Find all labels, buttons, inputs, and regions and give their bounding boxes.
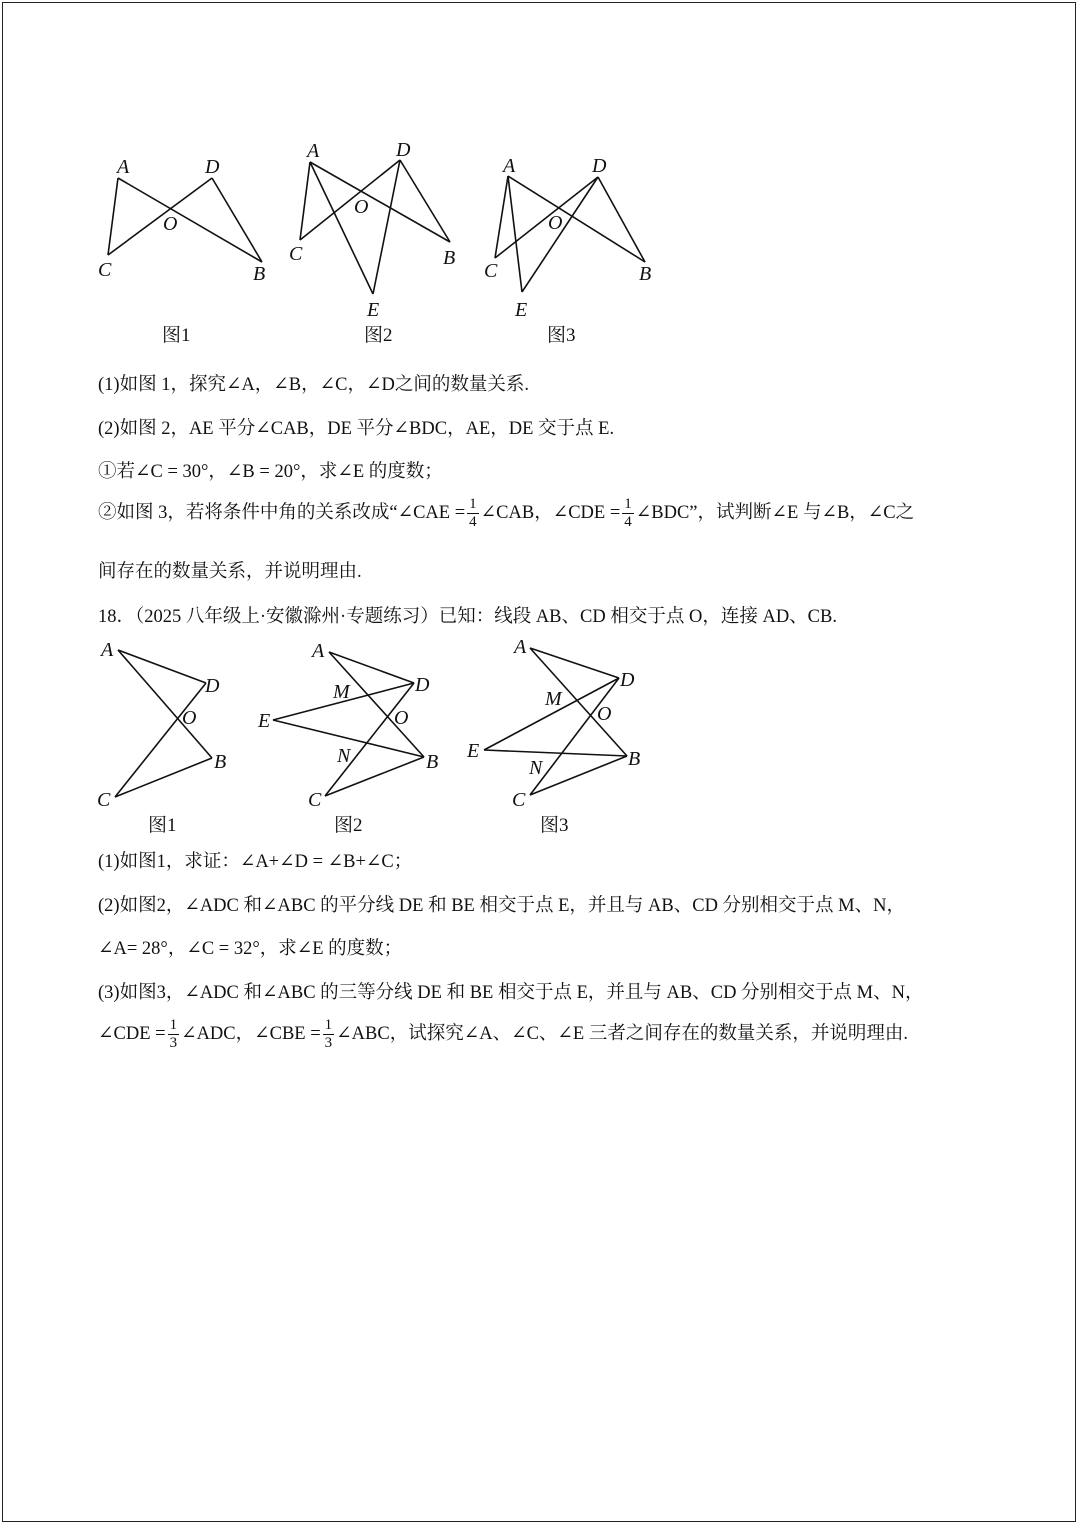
fraction-numerator: 1 [324, 1017, 333, 1033]
fraction-denominator: 4 [624, 514, 632, 530]
fraction-numerator: 1 [169, 1017, 178, 1033]
label-M: M [545, 688, 562, 710]
label-E: E [367, 299, 380, 321]
q17-part-2-sub-1: ①若∠C = 30°，∠B = 20°，求∠E 的度数； [98, 462, 443, 482]
q17-part-2-sub-2-cont: 间存在的数量关系，并说明理由. [98, 562, 362, 582]
fraction-denominator: 3 [169, 1035, 178, 1051]
label-A: A [101, 639, 114, 661]
q17-sub2-text-b: ∠CAB，∠CDE = [480, 502, 621, 523]
label-O: O [548, 212, 563, 234]
q18-figure-3 [0, 0, 700, 824]
fraction-denominator: 4 [469, 514, 477, 530]
q18-part-3: (3)如图3，∠ADC 和∠ABC 的三等分线 DE 和 BE 相交于点 E，并且与 AB、CD 分别相交于点 M、N， [98, 983, 924, 1003]
label-B: B [426, 751, 439, 773]
label-C: C [512, 789, 526, 811]
label-D: D [620, 669, 635, 691]
fraction-one-third [168, 1017, 180, 1052]
label-B: B [639, 263, 652, 285]
q18-part-2-cont: ∠A= 28°，∠C = 32°，求∠E 的度数； [98, 939, 403, 959]
label-D: D [592, 155, 607, 177]
q18-part-3-cont [98, 1017, 908, 1052]
label-C: C [308, 789, 322, 811]
label-A: A [514, 636, 527, 658]
label-N: N [337, 745, 351, 767]
q17-sub2-text-a: ②如图 3，若将条件中角的关系改成“∠CAE = [98, 502, 466, 523]
label-C: C [289, 243, 303, 265]
label-O: O [597, 703, 612, 725]
label-D: D [415, 674, 430, 696]
label-M: M [333, 681, 350, 703]
fraction-denominator: 3 [324, 1035, 333, 1051]
label-A: A [312, 640, 325, 662]
label-C: C [484, 260, 498, 282]
q17-figure-1-caption: 图1 [162, 325, 191, 346]
label-N: N [529, 757, 543, 779]
label-E: E [258, 710, 271, 732]
q17-part-1: (1)如图 1，探究∠A，∠B，∠C，∠D之间的数量关系. [98, 375, 529, 395]
label-A: A [503, 155, 516, 177]
label-O: O [163, 213, 178, 235]
q17-figure-2-caption: 图2 [364, 325, 393, 346]
q18-part-1: (1)如图1，求证：∠A+∠D = ∠B+∠C； [98, 852, 413, 872]
q18-part-2: (2)如图2，∠ADC 和∠ABC 的平分线 DE 和 BE 相交于点 E，并且与 AB、CD 分别相交于点 M、N， [98, 896, 905, 916]
q18-header: 18．（2025 八年级上·安徽滁州·专题练习）已知：线段 AB、CD 相交于点 O，连接 AD、CB. [98, 607, 837, 627]
q18-figure-2-caption: 图2 [334, 815, 363, 836]
q17-figure-3-caption: 图3 [547, 325, 576, 346]
label-E: E [467, 740, 480, 762]
q17-sub2-text-c: ∠BDC”，试判断∠E 与∠B，∠C之 [635, 502, 915, 523]
label-D: D [205, 156, 220, 178]
label-C: C [98, 259, 112, 281]
fraction-numerator: 1 [469, 496, 477, 512]
label-O: O [182, 707, 197, 729]
q18-figure-1-caption: 图1 [148, 815, 177, 836]
label-A: A [117, 156, 130, 178]
label-B: B [214, 751, 227, 773]
fraction-numerator: 1 [624, 496, 632, 512]
label-B: B [628, 748, 641, 770]
label-B: B [443, 247, 456, 269]
q18-p3-text-a: ∠CDE = [98, 1023, 166, 1044]
q18-p3-text-c: ∠ABC，试探究∠A、∠C、∠E 三者之间存在的数量关系，并说明理由. [336, 1023, 908, 1044]
label-C: C [97, 789, 111, 811]
q18-p3-text-b: ∠ADC，∠CBE = [181, 1023, 321, 1044]
label-D: D [396, 139, 411, 161]
q17-part-2: (2)如图 2，AE 平分∠CAB，DE 平分∠BDC，AE，DE 交于点 E. [98, 419, 615, 439]
label-D: D [205, 675, 220, 697]
q18-figure-3-caption: 图3 [540, 815, 569, 836]
label-O: O [354, 196, 369, 218]
label-O: O [394, 707, 409, 729]
label-B: B [253, 263, 266, 285]
fraction-one-third [323, 1017, 335, 1052]
label-E: E [515, 299, 528, 321]
label-A: A [307, 140, 320, 162]
